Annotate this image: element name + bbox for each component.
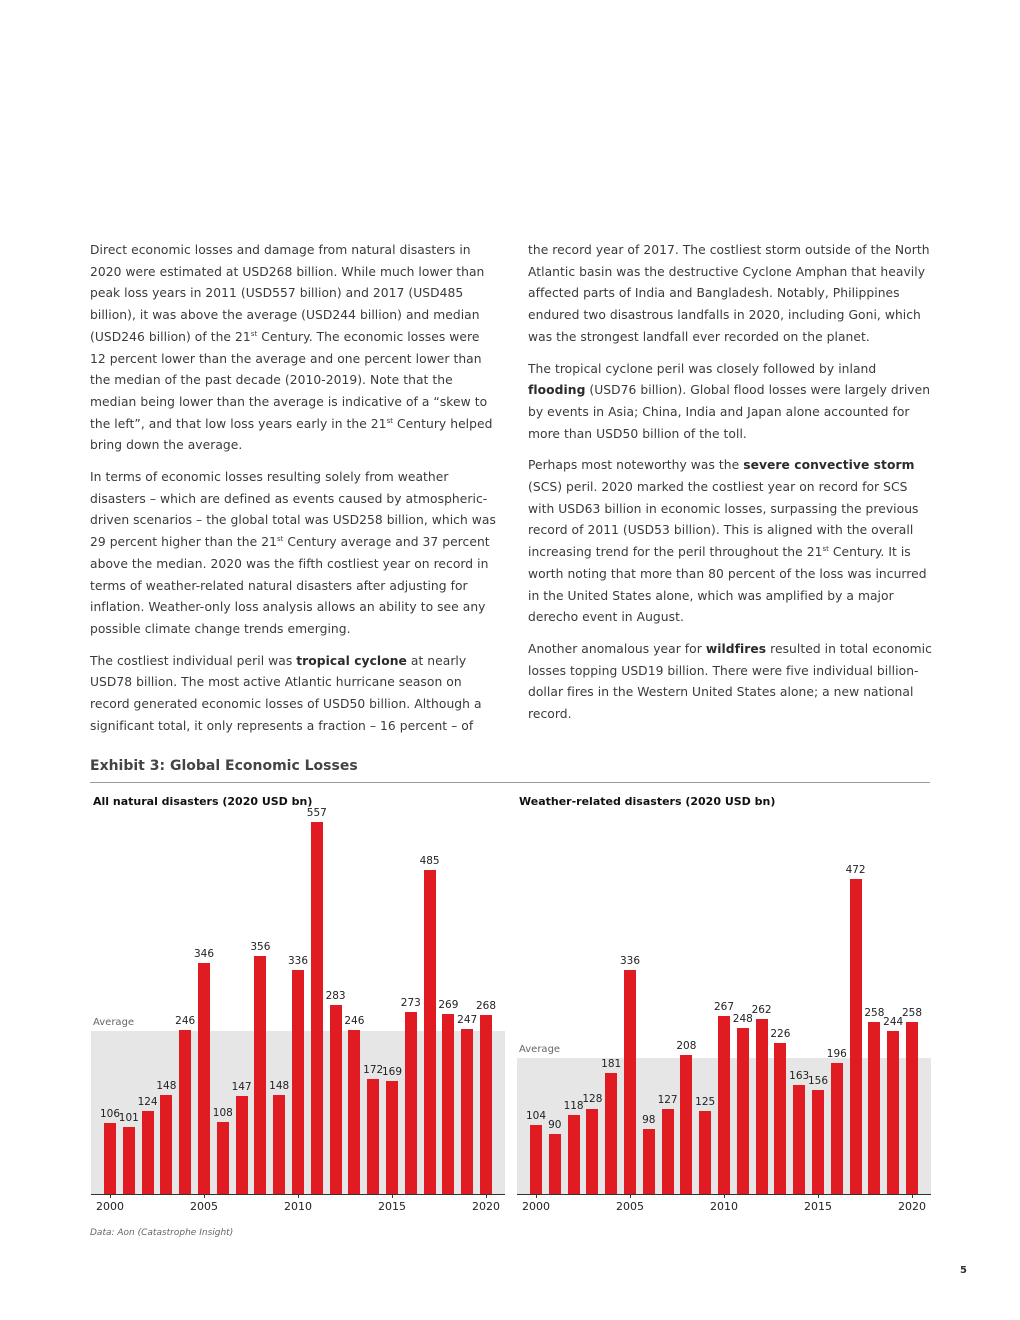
bar-2011 bbox=[737, 1028, 749, 1194]
bar-2006 bbox=[217, 1122, 229, 1194]
bar-2017 bbox=[424, 870, 436, 1194]
bar-2005 bbox=[624, 970, 636, 1194]
bar-2001 bbox=[549, 1134, 561, 1194]
bar-value-label: 269 bbox=[438, 999, 459, 1012]
bar-value-label: 485 bbox=[419, 855, 440, 868]
bar-2016 bbox=[831, 1063, 843, 1194]
bar-value-label: 124 bbox=[137, 1096, 158, 1109]
bar-value-label: 148 bbox=[156, 1080, 177, 1093]
bar-2007 bbox=[662, 1109, 674, 1194]
bar-value-label: 262 bbox=[751, 1003, 772, 1016]
chart-all-natural-disasters bbox=[91, 795, 505, 1215]
body-text-right-column bbox=[528, 240, 933, 736]
bar-value-label: 267 bbox=[713, 1000, 735, 1013]
bar-2018 bbox=[442, 1014, 454, 1194]
bar-2009 bbox=[273, 1095, 285, 1194]
bar-2002 bbox=[142, 1111, 154, 1194]
bar-2003 bbox=[160, 1095, 172, 1194]
average-label: Average bbox=[519, 1044, 561, 1056]
bar-value-label: 208 bbox=[676, 1040, 697, 1053]
bar-2008 bbox=[680, 1055, 692, 1194]
bar-2002 bbox=[568, 1115, 580, 1194]
bar-value-label: 258 bbox=[864, 1006, 885, 1019]
x-axis-line bbox=[517, 1194, 931, 1195]
bar-value-label: 101 bbox=[118, 1111, 139, 1124]
bar-value-label: 226 bbox=[770, 1028, 791, 1041]
x-axis-label: 2015 bbox=[378, 1200, 406, 1213]
bar-2014 bbox=[793, 1085, 805, 1194]
bar-value-label: 163 bbox=[789, 1070, 810, 1083]
bar-value-label: 127 bbox=[657, 1094, 678, 1107]
bar-value-label: 98 bbox=[642, 1113, 656, 1126]
bar-value-label: 356 bbox=[250, 941, 271, 954]
bar-value-label: 125 bbox=[695, 1095, 716, 1108]
bar-value-label: 106 bbox=[99, 1108, 121, 1121]
body-paragraph: Another anomalous year for wildfires resulted in total economic losses topping USD19 billion. There were five individual billion-dollar fires in the Western United States alone; a new national record. bbox=[528, 641, 932, 722]
exhibit-title: Exhibit 3: Global Economic Losses bbox=[90, 758, 358, 774]
bar-value-label: 472 bbox=[845, 863, 866, 876]
bar-2015 bbox=[386, 1081, 398, 1194]
bar-value-label: 247 bbox=[457, 1014, 478, 1026]
body-paragraph: the record year of 2017. The costliest storm outside of the North Atlantic basin was the destructive Cyclone Amphan that heavily affected parts of India and Bangladesh. Notably, Philippines endured two disastrous landfalls in 2020, including Goni, which was the strongest landfall ever recorded on the planet. bbox=[528, 243, 930, 344]
bar-2011 bbox=[311, 822, 323, 1194]
bar-2017 bbox=[850, 879, 862, 1194]
bar-2009 bbox=[699, 1111, 711, 1195]
bar-value-label: 248 bbox=[732, 1013, 753, 1026]
bar-value-label: 336 bbox=[287, 954, 309, 967]
x-axis-label: 2015 bbox=[804, 1200, 832, 1213]
bar-2000 bbox=[530, 1125, 542, 1194]
bar-2020 bbox=[480, 1015, 492, 1194]
bar-value-label: 128 bbox=[582, 1093, 603, 1106]
bar-value-label: 244 bbox=[883, 1016, 904, 1028]
bar-value-label: 118 bbox=[563, 1100, 584, 1113]
bar-value-label: 557 bbox=[306, 806, 327, 819]
bar-value-label: 147 bbox=[231, 1080, 252, 1093]
bar-value-label: 336 bbox=[619, 954, 641, 967]
bar-2019 bbox=[887, 1031, 899, 1194]
bar-2004 bbox=[605, 1073, 617, 1194]
bar-2012 bbox=[330, 1005, 342, 1194]
bar-value-label: 156 bbox=[807, 1074, 829, 1087]
page-number: 5 bbox=[960, 1265, 967, 1276]
data-source-note: Data: Aon (Catastrophe Insight) bbox=[90, 1228, 234, 1238]
bar-2006 bbox=[643, 1129, 655, 1194]
bar-value-label: 246 bbox=[175, 1014, 196, 1027]
chart-weather-related-disasters bbox=[517, 795, 931, 1215]
bar-2013 bbox=[774, 1043, 786, 1194]
x-axis-label: 2010 bbox=[710, 1200, 738, 1213]
bar-value-label: 258 bbox=[901, 1006, 923, 1019]
plot-area bbox=[91, 795, 505, 1213]
bar-2015 bbox=[812, 1090, 824, 1194]
bar-value-label: 148 bbox=[269, 1080, 290, 1093]
body-text-left-column bbox=[90, 240, 498, 747]
body-paragraph: Perhaps most noteworthy was the severe convective storm (SCS) peril. 2020 marked the costliest year on record for SCS with USD63 billion in economic losses, surpassing the previous record of 2011 (USD53 billion). This is aligned with the overall increasing trend for the peril throughout the 21st Century. It is worth noting that more than 80 percent of the loss was incurred in the United States alone, which was amplified by a major derecho event in August. bbox=[528, 458, 927, 625]
bar-2005 bbox=[198, 963, 210, 1194]
bar-value-label: 196 bbox=[826, 1048, 847, 1061]
x-axis-label: 2005 bbox=[190, 1200, 218, 1213]
x-axis-label: 2010 bbox=[284, 1200, 312, 1213]
bar-2001 bbox=[123, 1127, 135, 1194]
body-paragraph: The tropical cyclone peril was closely followed by inland flooding (USD76 billion). Global flood losses were largely driven by events in Asia; China, India and Japan alone accounted for more than USD50 billion of the toll. bbox=[528, 361, 931, 441]
bar-2014 bbox=[367, 1079, 379, 1194]
bar-value-label: 90 bbox=[548, 1118, 562, 1131]
bar-2013 bbox=[348, 1030, 360, 1194]
bar-2020 bbox=[906, 1022, 918, 1194]
body-paragraph: Direct economic losses and damage from natural disasters in 2020 were estimated at USD268 billion. While much lower than peak loss years in 2011 (USD557 billion) and 2017 (USD485 billion), it was above the average (USD244 billion) and median (USD246 billion) of the 21st Century. The economic losses were 12 percent lower than the average and one percent lower than the median of the past decade (2010-2019). Note that the median being lower than the average is indicative of a “skew to the left”, and that low loss years early in the 21st Century helped bring down the average. bbox=[90, 243, 493, 453]
bar-value-label: 172 bbox=[363, 1064, 384, 1077]
bar-2000 bbox=[104, 1123, 116, 1194]
bar-2016 bbox=[405, 1012, 417, 1194]
bar-2019 bbox=[461, 1029, 473, 1194]
bar-2007 bbox=[236, 1096, 248, 1194]
x-axis-label: 2020 bbox=[898, 1200, 926, 1213]
bar-2004 bbox=[179, 1030, 191, 1194]
bar-2010 bbox=[718, 1016, 730, 1194]
plot-area bbox=[517, 795, 931, 1213]
x-axis-label: 2000 bbox=[96, 1200, 124, 1213]
bar-2012 bbox=[756, 1019, 768, 1194]
bar-2010 bbox=[292, 970, 304, 1194]
bar-value-label: 268 bbox=[475, 999, 497, 1012]
bar-value-label: 181 bbox=[601, 1058, 622, 1071]
exhibit-divider bbox=[90, 782, 930, 783]
body-paragraph: The costliest individual peril was tropical cyclone at nearly USD78 billion. The most active Atlantic hurricane season on record generated economic losses of USD50 billion. Although a significant total, it only represents a fraction – 16 percent – of bbox=[90, 653, 482, 733]
bar-value-label: 104 bbox=[525, 1109, 547, 1122]
bar-value-label: 346 bbox=[193, 947, 215, 960]
body-paragraph: In terms of economic losses resulting solely from weather disasters – which are defined as events caused by atmospheric-driven scenarios – the global total was USD258 billion, which was 29 percent higher than the 21st Century average and 37 percent above the median. 2020 was the fifth costliest year on record in terms of weather-related natural disasters after adjusting for inflation. Weather-only loss analysis allows an ability to see any possible climate change trends emerging. bbox=[90, 470, 496, 636]
bar-value-label: 169 bbox=[381, 1066, 403, 1079]
x-axis-label: 2020 bbox=[472, 1200, 500, 1213]
chart-title: Weather-related disasters (2020 USD bn) bbox=[519, 795, 776, 808]
average-label: Average bbox=[93, 1017, 135, 1028]
x-axis-line bbox=[91, 1194, 505, 1195]
bar-value-label: 283 bbox=[325, 989, 346, 1002]
bar-2018 bbox=[868, 1022, 880, 1194]
bar-2003 bbox=[586, 1109, 598, 1195]
bar-value-label: 273 bbox=[400, 996, 421, 1009]
x-axis-label: 2000 bbox=[522, 1200, 550, 1213]
x-axis-label: 2005 bbox=[616, 1200, 644, 1213]
bar-2008 bbox=[254, 956, 266, 1194]
bar-value-label: 108 bbox=[212, 1106, 233, 1119]
bar-value-label: 246 bbox=[344, 1014, 365, 1027]
chart-title: All natural disasters (2020 USD bn) bbox=[93, 795, 313, 808]
